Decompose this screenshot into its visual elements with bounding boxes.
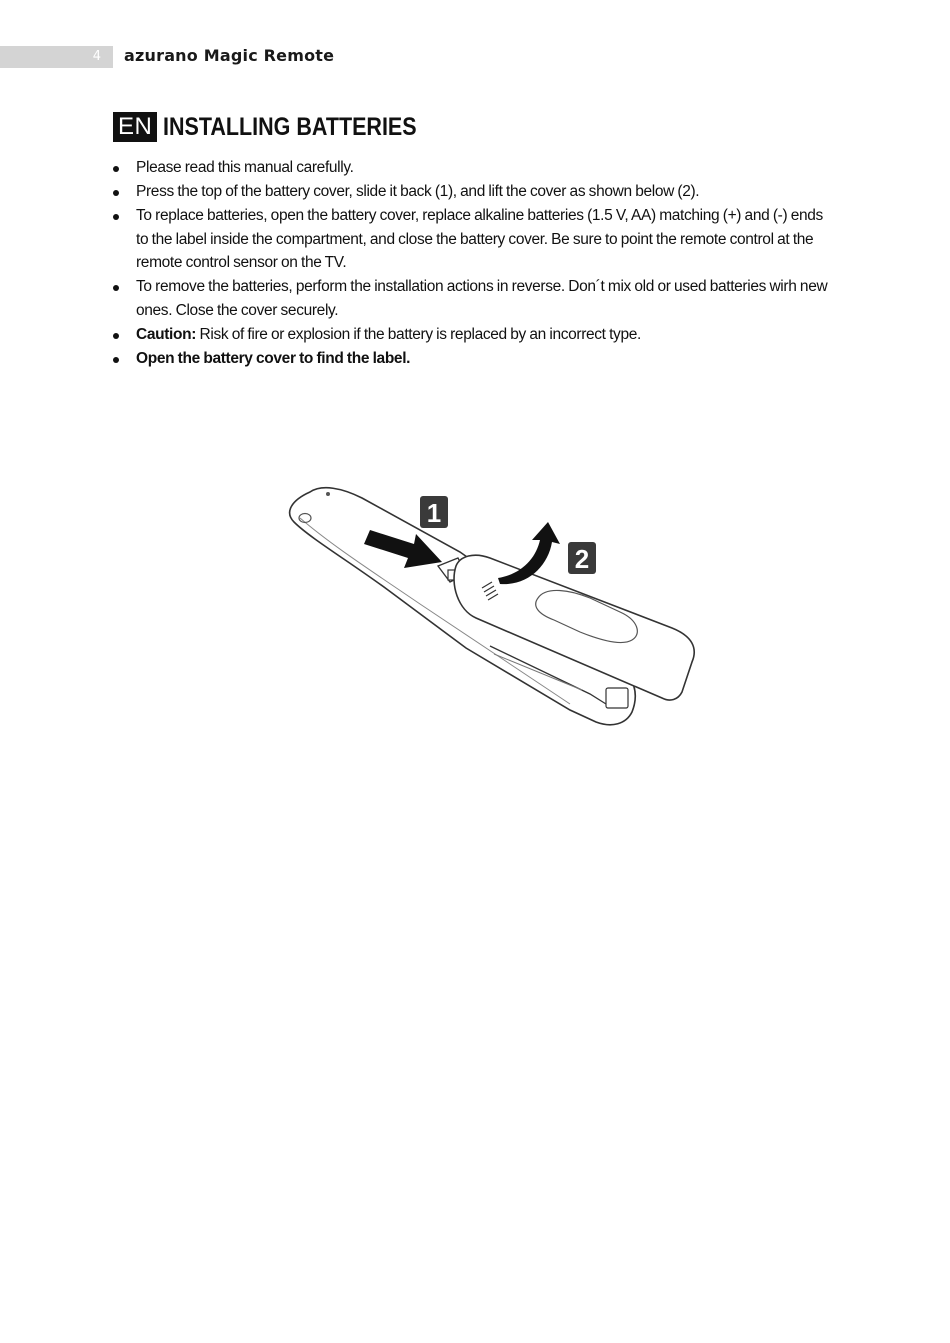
caution-item [113, 323, 828, 347]
step-2-label: 2 [574, 544, 590, 574]
instruction-text: Open the battery cover to find the label. [136, 350, 411, 368]
instruction-item [113, 204, 828, 275]
instruction-text: To replace batteries, open the battery cover, replace alkaline batteries (1.5 V, AA) matching (+) and (-) ends to the label inside the compartment, and close the battery cover. Be sure to point the remote control at the remote control sensor on the TV. [136, 207, 823, 272]
instruction-item [113, 180, 828, 204]
section-title: INSTALLING BATTERIES [163, 113, 417, 141]
instruction-item [113, 275, 828, 322]
bullet-icon [113, 357, 119, 363]
instruction-list [113, 156, 828, 371]
caution-text: Risk of fire or explosion if the battery is replaced by an incorrect type. [196, 326, 641, 344]
remote-control-drawing [270, 478, 710, 738]
section-heading [113, 112, 458, 142]
caution-label: Caution: [136, 326, 197, 344]
bullet-icon [113, 333, 119, 339]
instruction-text: To remove the batteries, perform the installation actions in reverse. Don´t mix old or used batteries wirh new ones. Close the cover securely. [136, 278, 828, 320]
bullet-icon [113, 190, 119, 196]
remote-dot [326, 492, 330, 496]
bullet-icon [113, 285, 119, 291]
language-badge: EN [113, 112, 157, 142]
bullet-icon [113, 214, 119, 220]
battery-contact [606, 688, 628, 708]
bullet-icon [113, 166, 119, 172]
instruction-item [113, 156, 828, 180]
battery-cover-illustration [270, 478, 710, 738]
instruction-text: Press the top of the battery cover, slide it back (1), and lift the cover as shown below (2). [136, 183, 700, 201]
page-number: 4 [92, 49, 101, 64]
running-header-title: azurano Magic Remote [124, 46, 335, 65]
instruction-item-bold [113, 347, 828, 371]
page-number-bar [0, 46, 113, 68]
instruction-text: Please read this manual carefully. [136, 159, 354, 176]
step-1-label: 1 [426, 498, 442, 528]
